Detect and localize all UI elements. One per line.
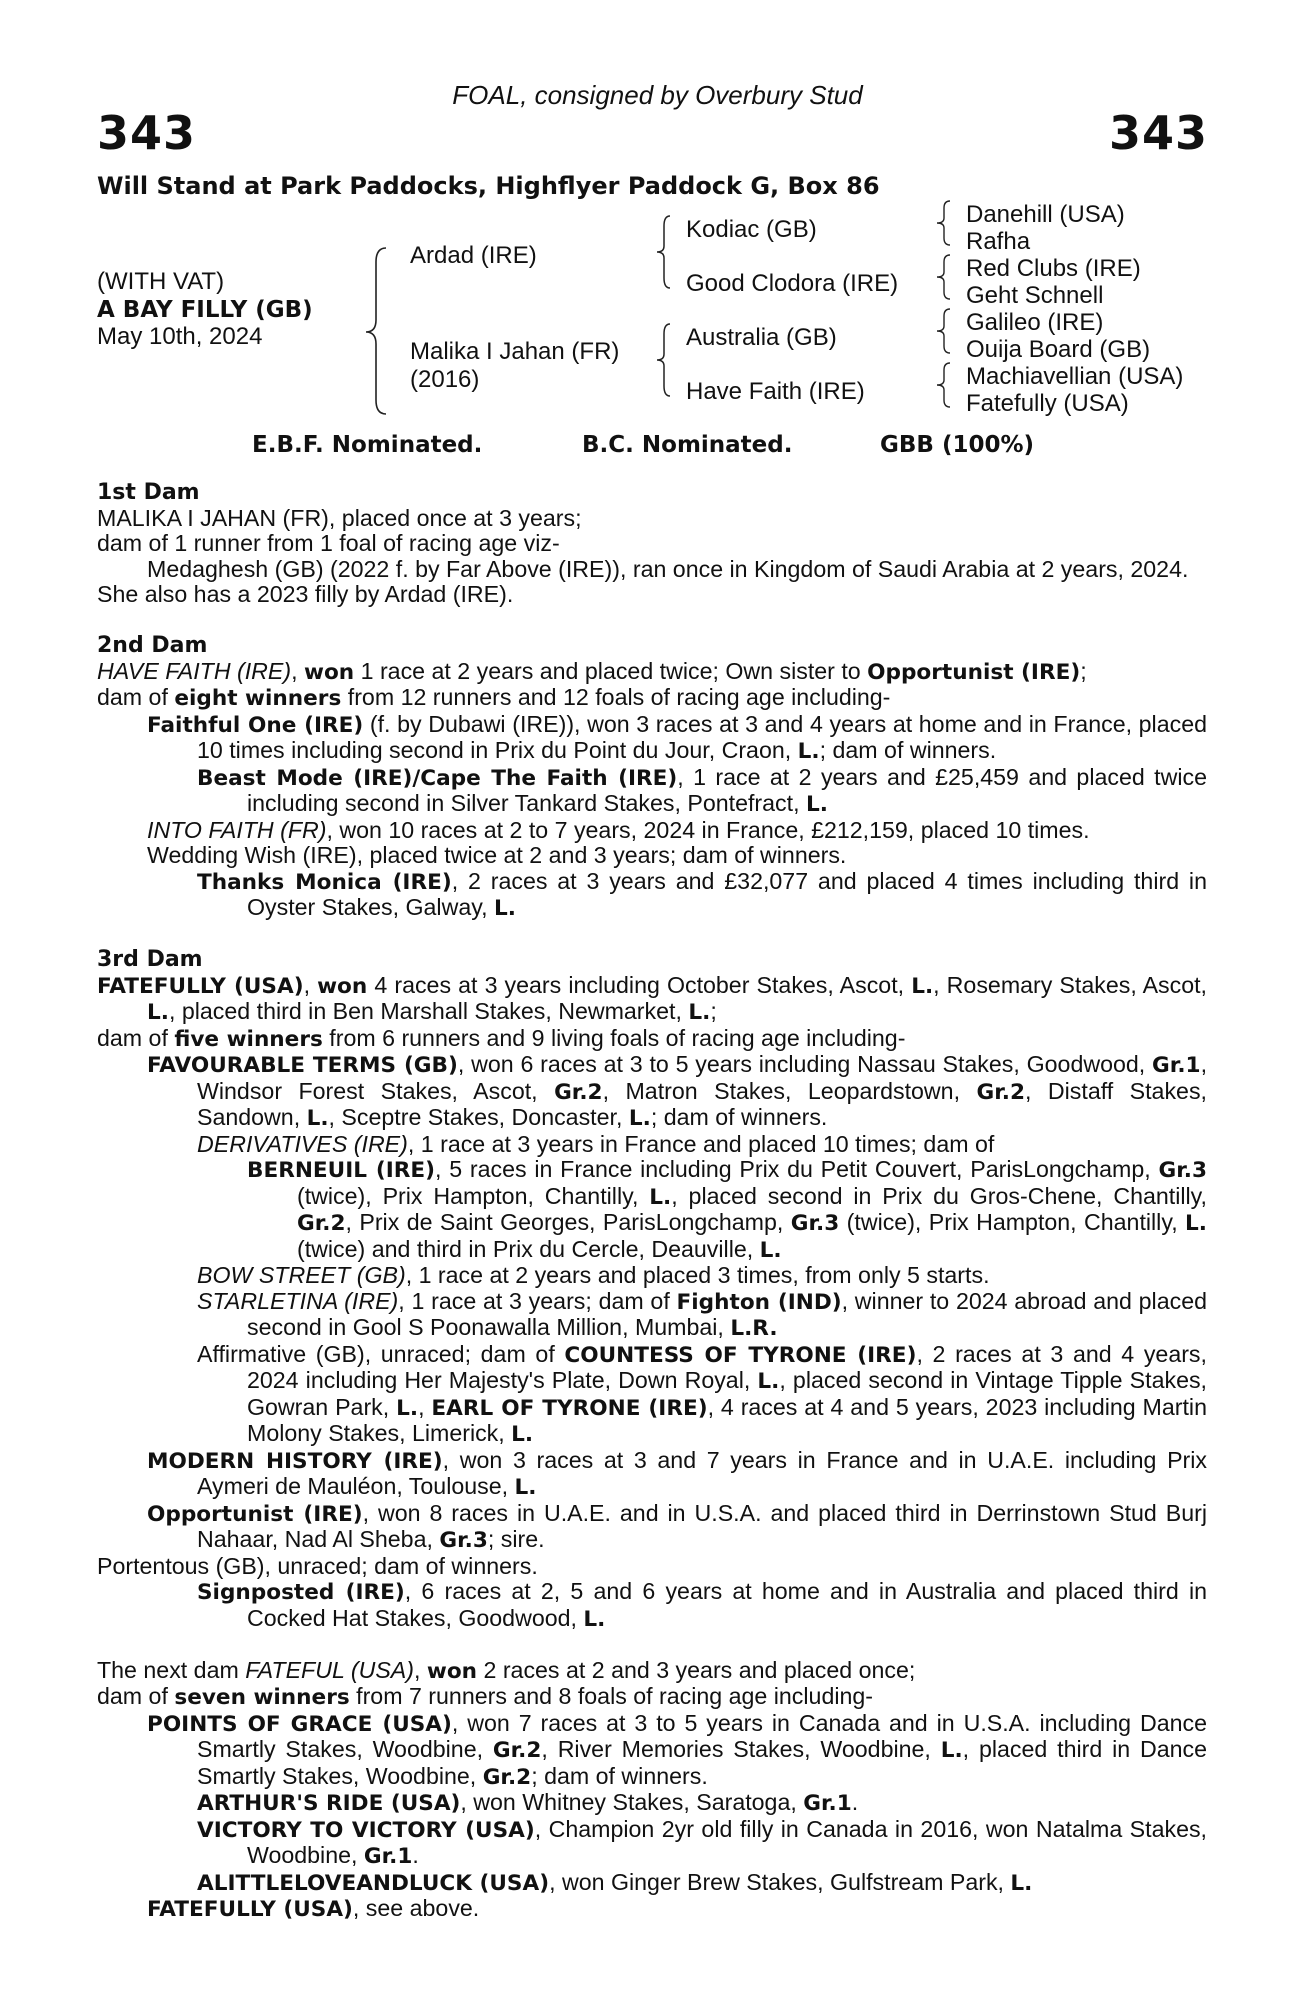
first-dam-produce-1: Medaghesh (GB) (2022 f. by Far Above (IRE)), ran once in Kingdom of Saudi Arabia at 2 years, 2024. [147,555,1189,582]
second-dam-record: HAVE FAITH (IRE), won 1 race at 2 years and placed twice; Own sister to Opportunist (IRE); [97,657,1087,685]
ebf-nomination: E.B.F. Nominated. [252,432,483,458]
third-dam-grandfoal-signposted: Signposted (IRE), 6 races at 2, 5 and 6 years at home and in Australia and placed third in Cocked Hat Stakes, Goodwood, L. [197,1578,1208,1632]
third-dam-foal-opportunist: Opportunist (IRE), won 8 races in U.A.E. and in U.S.A. and placed third in Derrinstown Stud Burj Nahaar, Nad Al Sheba, Gr.3; sire. [147,1499,1207,1553]
second-dam-foal-wedding-wish: Wedding Wish (IRE), placed twice at 2 and 3 years; dam of winners. [147,842,847,868]
pedigree-brace-1 [932,198,954,248]
first-dam-line-2: dam of 1 runner from 1 foal of racing age viz- [97,530,560,556]
next-dam-foal-points-of-grace: POINTS OF GRACE (USA), won 7 races at 3 to 5 years in Canada and in U.S.A. including Dance Smartly Stakes, Woodbine, Gr.2, River Memories Stakes, Woodbine, L., placed third in Dance Smartly Stakes, Woodbine, Gr.2; dam of winners. [147,1709,1207,1790]
lot-number-left: 343 [97,106,197,160]
third-dam-foal-modern-history: MODERN HISTORY (IRE), won 3 races at 3 and 7 years in France and in U.A.E. including Prix Aymeri de Mauléon, Toulouse, L. [147,1446,1207,1500]
third-dam-grandfoal-bow-street: BOW STREET (GB), 1 race at 2 years and placed 3 times, from only 5 starts. [197,1262,990,1288]
foaling-date: May 10th, 2024 [97,323,263,350]
sire-sire: Kodiac (GB) [686,216,817,243]
consignment-line: FOAL, consigned by Overbury Stud [452,80,863,110]
pedigree-brace-sire [652,212,674,292]
first-dam-line-1: MALIKA I JAHAN (FR), placed once at 3 years; [97,504,582,531]
pedigree-brace-dam [652,320,674,400]
third-dam-foal-favourable-terms: FAVOURABLE TERMS (GB), won 6 races at 3 to 5 years including Nassau Stakes, Goodwood, Gr.1, Windsor Forest Stakes, Ascot, Gr.2, Matron Stakes, Leopardstown, Gr.2, Distaff Stakes, Sandown, L., Sceptre Stakes, Doncaster, L.; dam of winners. [147,1051,1208,1131]
second-dam-foal-faithful-one: Faithful One (IRE) (f. by Dubawi (IRE)), won 3 races at 3 and 4 years at home and in France, placed 10 times including second in Prix du Point du Jour, Craon, L.; dam of winners. [147,710,1207,764]
catalogue-body [97,480,1207,1923]
section-heading-3rd-dam: 3rd Dam [97,947,203,972]
ggp-7: Machiavellian (USA) [966,363,1184,390]
sire: Ardad (IRE) [410,242,537,269]
pedigree-brace-2 [932,252,954,302]
ggp-1: Danehill (USA) [966,201,1125,228]
third-dam-foal-portentous: Portentous (GB), unraced; dam of winners. [97,1552,538,1579]
pedigree-brace-3 [932,306,954,356]
pedigree-brace-4 [932,360,954,410]
second-dam-produce-summary: dam of eight winners from 12 runners and 12 foals of racing age including- [97,684,891,711]
bc-nomination: B.C. Nominated. [582,432,793,458]
next-dam-record: The next dam FATEFUL (USA), won 2 races at 2 and 3 years and placed once; [97,1656,916,1684]
dam-sire: Australia (GB) [686,324,837,351]
ggp-3: Red Clubs (IRE) [966,255,1141,282]
third-dam-grandfoal-derivatives: DERIVATIVES (IRE), 1 race at 3 years in France and placed 10 times; dam of [197,1130,995,1157]
gbb-status: GBB (100%) [880,432,1035,458]
next-dam-grandfoal-alittleloveandluck: ALITTLELOVEANDLUCK (USA), won Ginger Brew Stakes, Gulfstream Park, L. [197,1868,1033,1896]
second-dam-grandfoal-beast-mode: Beast Mode (IRE)/Cape The Faith (IRE), 1 race at 2 years and £25,459 and placed twice including second in Silver Tankard Stakes, Pontefract, L. [197,763,1207,817]
third-dam-grandfoal-starletina: STARLETINA (IRE), 1 race at 3 years; dam of Fighton (IND), winner to 2024 abroad and placed second in Gool S Poonawalla Million, Mumbai, L.R. [197,1287,1207,1341]
next-dam-grandfoal-arthurs-ride: ARTHUR'S RIDE (USA), won Whitney Stakes, Saratoga, Gr.1. [197,1789,859,1816]
dam: Malika I Jahan (FR) [410,338,620,365]
third-dam-produce-summary: dam of five winners from 6 runners and 9 living foals of racing age including- [97,1024,906,1052]
horse-name: A BAY FILLY (GB) [97,297,313,323]
next-dam-foal-fatefully: FATEFULLY (USA), see above. [147,1895,480,1922]
first-dam-line-4: She also has a 2023 filly by Ardad (IRE). [97,581,514,607]
dam-year: (2016) [410,366,480,393]
vat-note: (WITH VAT) [97,268,225,295]
third-dam-grandfoal-affirmative: Affirmative (GB), unraced; dam of COUNTESS OF TYRONE (IRE), 2 races at 3 and 4 years, 2024 including Her Majesty's Plate, Down Royal, L., placed second in Vintage Tipple Stakes, Gowran Park, L., EARL OF TYRONE (IRE), 4 races at 4 and 5 years, 2023 including Martin Molony Stakes, Limerick, L. [197,1340,1208,1447]
section-heading-1st-dam: 1st Dam [97,480,200,505]
third-dam-ggfoal-berneuil: BERNEUIL (IRE), 5 races in France including Prix du Petit Couvert, ParisLongchamp, Gr.3 (twice), Prix Hampton, Chantilly, L., placed second in Prix du Gros-Chene, Chantilly, Gr.2, Prix de Saint Georges, ParisLongchamp, Gr.3 (twice), Prix Hampton, Chantilly, L. (twice) and third in Prix du Cercle, Deauville, L. [247,1156,1208,1263]
sire-dam: Good Clodora (IRE) [686,270,899,297]
stand-location: Will Stand at Park Paddocks, Highflyer Paddock G, Box 86 [97,172,880,200]
lot-number-right: 343 [1108,106,1208,160]
ggp-5: Galileo (IRE) [966,309,1104,336]
ggp-8: Fatefully (USA) [966,390,1129,417]
third-dam-record: FATEFULLY (USA), won 4 races at 3 years including October Stakes, Ascot, L., Rosemary Stakes, Ascot, L., placed third in Ben Marshall Stakes, Newmarket, L.; [97,971,1207,1025]
dam-dam: Have Faith (IRE) [686,378,865,405]
section-heading-2nd-dam: 2nd Dam [97,633,208,658]
pedigree-brace-main [360,240,390,420]
next-dam-grandfoal-victory-to-victory: VICTORY TO VICTORY (USA), Champion 2yr old filly in Canada in 2016, won Natalma Stakes, Woodbine, Gr.1. [197,1815,1208,1869]
next-dam-produce-summary: dam of seven winners from 7 runners and 8 foals of racing age including- [97,1683,874,1710]
second-dam-foal-into-faith: INTO FAITH (FR), won 10 races at 2 to 7 years, 2024 in France, £212,159, placed 10 times. [147,816,1090,843]
second-dam-grandfoal-thanks-monica: Thanks Monica (IRE), 2 races at 3 years and £32,077 and placed 4 times including third in Oyster Stakes, Galway, L. [197,867,1207,921]
ggp-4: Geht Schnell [966,282,1104,309]
ggp-6: Ouija Board (GB) [966,336,1151,363]
ggp-2: Rafha [966,228,1031,255]
